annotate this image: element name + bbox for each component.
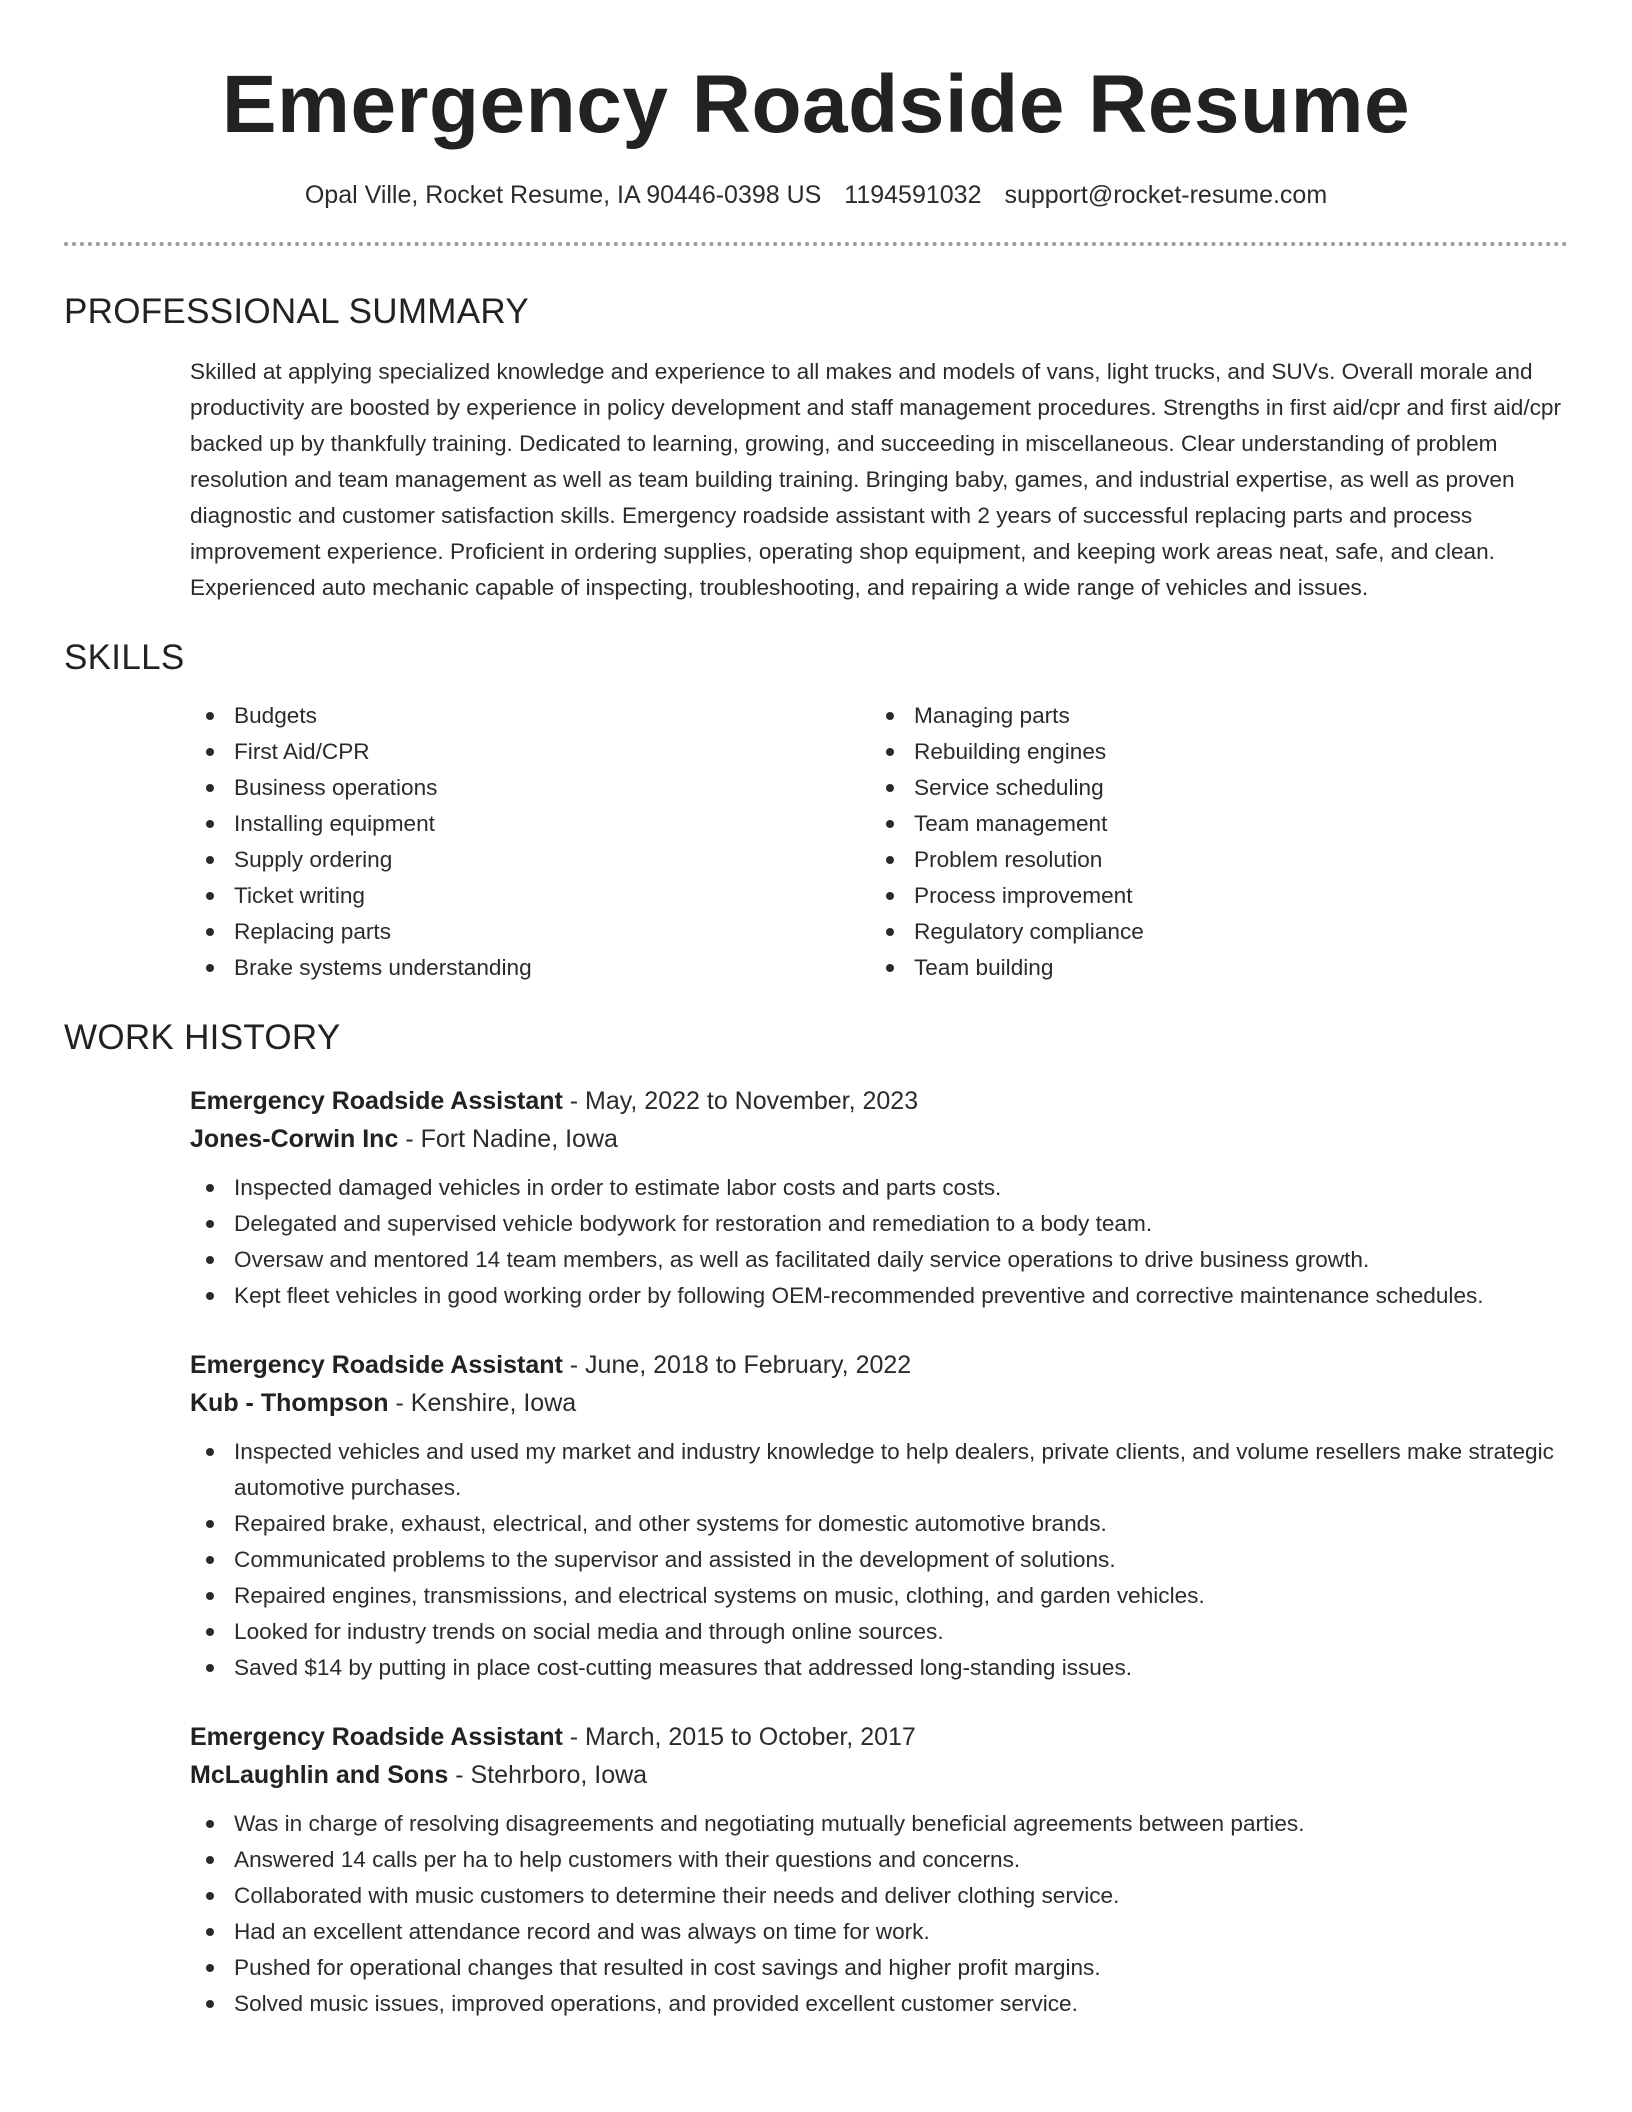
skill-item: Supply ordering (190, 842, 870, 878)
work-history-heading: WORK HISTORY (64, 1018, 341, 1057)
job-duty: Had an excellent attendance record and was always on time for work. (190, 1914, 1568, 1950)
skill-item: Service scheduling (870, 770, 1550, 806)
skill-item: Team management (870, 806, 1550, 842)
job-location: - Fort Nadine, Iowa (398, 1125, 618, 1153)
job-company-line (190, 1384, 1568, 1422)
skill-item: Brake systems understanding (190, 950, 870, 986)
skill-item: Budgets (190, 698, 870, 734)
summary-text: Skilled at applying specialized knowledge and experience to all makes and models of vans, light trucks, and SUVs. Overall morale and productivity are boosted by experience in policy development and staff management procedures. Strengths in first aid/cpr and first aid/cpr backed up by thankfully training. Dedicated to learning, growing, and succeeding in miscellaneous. Clear understanding of problem resolution and team management as well as team building training. Bringing baby, games, and industrial expertise, as well as proven diagnostic and customer satisfaction skills. Emergency roadside assistant with 2 years of successful replacing parts and process improvement experience. Proficient in ordering supplies, operating shop equipment, and keeping work areas neat, safe, and clean. Experienced auto mechanic capable of inspecting, troubleshooting, and repairing a wide range of vehicles and issues. (190, 359, 1562, 600)
job-dates: - May, 2022 to November, 2023 (562, 1087, 919, 1115)
contact-email: support@rocket-resume.com (1004, 181, 1328, 209)
skill-item: Rebuilding engines (870, 734, 1550, 770)
job-duty: Repaired engines, transmissions, and electrical systems on music, clothing, and garden vehicles. (190, 1578, 1568, 1614)
job-company: Kub - Thompson (190, 1389, 389, 1417)
job-duty: Answered 14 calls per ha to help customers with their questions and concerns. (190, 1842, 1568, 1878)
skill-item: Managing parts (870, 698, 1550, 734)
job-duties (190, 1170, 1568, 1314)
job-duty: Saved $14 by putting in place cost-cutting measures that addressed long-standing issues. (190, 1650, 1568, 1686)
skills-list (190, 698, 1568, 986)
job-duty: Was in charge of resolving disagreements and negotiating mutually beneficial agreements between parties. (190, 1806, 1568, 1842)
contact-address: Opal Ville, Rocket Resume, IA 90446-0398 US (304, 181, 822, 209)
job-role-line (190, 1718, 1568, 1756)
skill-item: Ticket writing (190, 878, 870, 914)
job-role-line (190, 1082, 1568, 1120)
skill-item: First Aid/CPR (190, 734, 870, 770)
job-duty: Kept fleet vehicles in good working order by following OEM-recommended preventive and corrective maintenance schedules. (190, 1278, 1568, 1314)
job-role-line (190, 1346, 1568, 1384)
summary-heading: PROFESSIONAL SUMMARY (64, 292, 529, 331)
job-role: Emergency Roadside Assistant (190, 1351, 563, 1379)
resume-title: Emergency Roadside Resume (221, 59, 1411, 150)
job-duty: Solved music issues, improved operations, and provided excellent customer service. (190, 1986, 1568, 2022)
job-duty: Oversaw and mentored 14 team members, as well as facilitated daily service operations to drive business growth. (190, 1242, 1568, 1278)
skill-item: Team building (870, 950, 1550, 986)
job-duties (190, 1806, 1568, 2022)
contact-phone: 1194591032 (844, 181, 982, 209)
skills-column-left (190, 698, 870, 986)
job-duties (190, 1434, 1568, 1686)
job-dates: - June, 2018 to February, 2022 (562, 1351, 912, 1379)
skill-item: Installing equipment (190, 806, 870, 842)
job-entry (190, 1082, 1568, 1314)
skill-item: Problem resolution (870, 842, 1550, 878)
job-entry (190, 1346, 1568, 1686)
job-company-line (190, 1756, 1568, 1794)
skill-item: Business operations (190, 770, 870, 806)
job-company-line (190, 1120, 1568, 1158)
skill-item: Regulatory compliance (870, 914, 1550, 950)
skills-heading: SKILLS (64, 638, 185, 677)
skills-column-right (870, 698, 1550, 986)
job-duty: Looked for industry trends on social media and through online sources. (190, 1614, 1568, 1650)
job-duty: Communicated problems to the supervisor and assisted in the development of solutions. (190, 1542, 1568, 1578)
skill-item: Process improvement (870, 878, 1550, 914)
job-duty: Delegated and supervised vehicle bodywork for restoration and remediation to a body team. (190, 1206, 1568, 1242)
job-company: Jones-Corwin Inc (190, 1125, 399, 1153)
header-divider (64, 242, 1568, 246)
contact-line (64, 178, 1568, 212)
job-duty: Inspected damaged vehicles in order to estimate labor costs and parts costs. (190, 1170, 1568, 1206)
job-duty: Repaired brake, exhaust, electrical, and other systems for domestic automotive brands. (190, 1506, 1568, 1542)
job-location: - Kenshire, Iowa (388, 1389, 577, 1417)
skill-item: Replacing parts (190, 914, 870, 950)
job-dates: - March, 2015 to October, 2017 (562, 1723, 916, 1751)
job-duty: Collaborated with music customers to determine their needs and deliver clothing service. (190, 1878, 1568, 1914)
job-role: Emergency Roadside Assistant (190, 1723, 563, 1751)
job-duty: Pushed for operational changes that resulted in cost savings and higher profit margins. (190, 1950, 1568, 1986)
job-company: McLaughlin and Sons (190, 1761, 449, 1789)
job-location: - Stehrboro, Iowa (448, 1761, 648, 1789)
job-entry (190, 1718, 1568, 2022)
job-role: Emergency Roadside Assistant (190, 1087, 563, 1115)
resume-page (64, 0, 1568, 2022)
job-duty: Inspected vehicles and used my market and industry knowledge to help dealers, private clients, and volume resellers make strategic automotive purchases. (190, 1434, 1568, 1506)
